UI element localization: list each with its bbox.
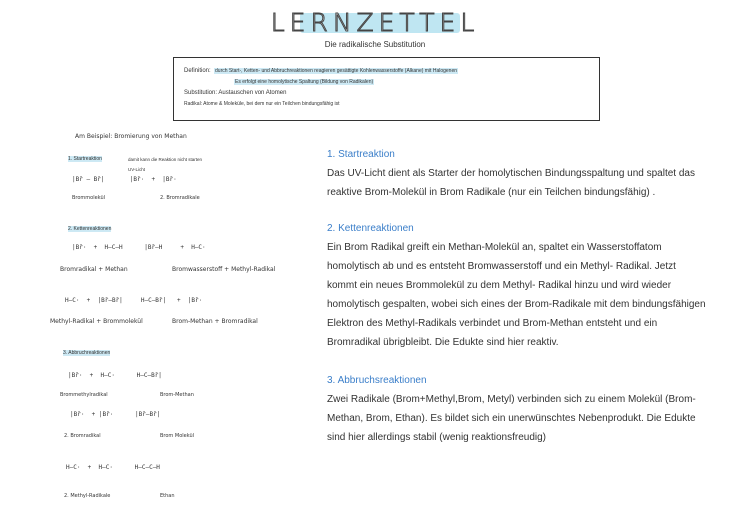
label-stop-1-right: Brom-Methan [160,392,194,398]
label-stop-3-left: 2. Methyl-Radikale [64,493,111,499]
label-stop-3-right: Ethan [160,493,175,499]
definition-line-1 [184,68,458,74]
page-title: LERNZETTEL [270,8,480,37]
section-title: 1. Startreaktion [68,156,102,162]
text-line: homolytisch gespalten, wobei sich eines der Brom-Radikale mit dem bindungsfähigen [327,299,706,310]
text-line: Bromradikal übrigbleibt. Die Edukte sind hier reaktiv. [327,337,559,348]
heading-abbruchsreaktionen: 3. Abbruchsreaktionen [327,375,427,386]
label-chain-2-right: Brom-Methan + Bromradikal [172,318,258,325]
start-note: damit kann die Reaktion nicht starten [128,157,203,162]
section-title: 2. Kettenreaktionen [68,226,112,232]
heading-kettenreaktionen: 2. Kettenreaktionen [327,223,414,234]
section-abbruch [63,350,110,356]
label-stop-2-left: 2. Bromradikal [64,433,101,439]
text-line: Methan, Brom, Ethan). Es bildet sich ein unerwünschtes Nebenprodukt. Die Edukte [327,413,696,424]
label-stop-1-left: Brommethylradikal [60,392,108,398]
text-line: kommt ein neues Brommolekül zu dem Methyl- Radikal hinzu und wird wieder [327,280,672,291]
stop-equation-1: |Br̄· + H—C· H—C—Br̄| [68,372,162,379]
start-equation: |Br̄ — Br̄| |Br̄· + |Br̄· [72,176,177,183]
section-title: 3. Abbruchreaktionen [63,350,111,356]
definition-line-2 [234,79,374,85]
text-line: Zwei Radikale (Brom+Methyl,Brom, Metyl) verbinden sich zu einem Molekül (Brom- [327,394,696,405]
section-startreaktion [68,156,102,162]
radikal-line: Radikal: Atome & Moleküle, bei dem nur ein Teilchen bindungsfähig ist [184,101,340,107]
uv-label: UV-Licht [128,167,146,172]
text-line: Elektron des Methyl-Radikals verbindet und Brom-Methan entsteht und ein [327,318,658,329]
text-line: Ein Brom Radikal greift ein Methan-Molekül an, spaltet ein Wasserstoffatom [327,242,662,253]
example-heading: Am Beispiel: Bromierung von Methan [75,133,187,140]
chain-equation-2: H—C· + |Br̄—Br̄| H—C—Br̄| + |Br̄· [65,297,203,304]
text-line: reaktive Brom-Molekül in Brom Radikale (nur ein Teilchen bindungsfähig) . [327,187,656,198]
chain-equation-1: |Br̄· + H—C—H |Br̄—H + H—C· [72,244,206,251]
stop-equation-3: H—C· + H—C· H—C—C—H [66,464,160,471]
label-stop-2-right: Brom Molekül [160,433,195,439]
label-chain-2-left: Methyl-Radikal + Brommolekül [50,318,143,325]
page-subtitle: Die radikalische Substitution [324,40,426,49]
definition-text: durch Start-, Ketten- und Abbruchreaktionen reagieren gesättigte Kohlenwasserstoffe (Alkane) mit Halogenen [215,68,458,74]
heading-startreaktion: 1. Startreaktion [327,149,395,160]
definition-box [173,57,600,121]
section-kettenreaktionen [68,226,111,232]
definition-text-2: Es erfolgt eine homolytische Spaltung (Bildung von Radikalen) [235,79,374,85]
label-chain-1-right: Bromwasserstoff + Methyl-Radikal [172,266,276,273]
text-line: homolytisch ab und es entsteht Bromwasserstoff und ein Methyl- Radikal. Jetzt [327,261,676,272]
definition-label: Definition: [184,68,211,74]
text-line: sind hier allerdings stabil (wenig reaktionsfreudig) [327,432,546,443]
substitution-line: Substitution: Austauschen von Atomen [184,90,287,96]
stop-equation-2: |Br̄· + |Br̄· |Br̄—Br̄| [70,411,161,418]
label-chain-1-left: Bromradikal + Methan [60,266,128,273]
label-bromradikale: 2. Bromradikale [160,195,200,201]
label-brommolekuel: Brommolekül [72,195,106,201]
text-line: Das UV-Licht dient als Starter der homolytischen Bindungsspaltung und spaltet das [327,168,695,179]
